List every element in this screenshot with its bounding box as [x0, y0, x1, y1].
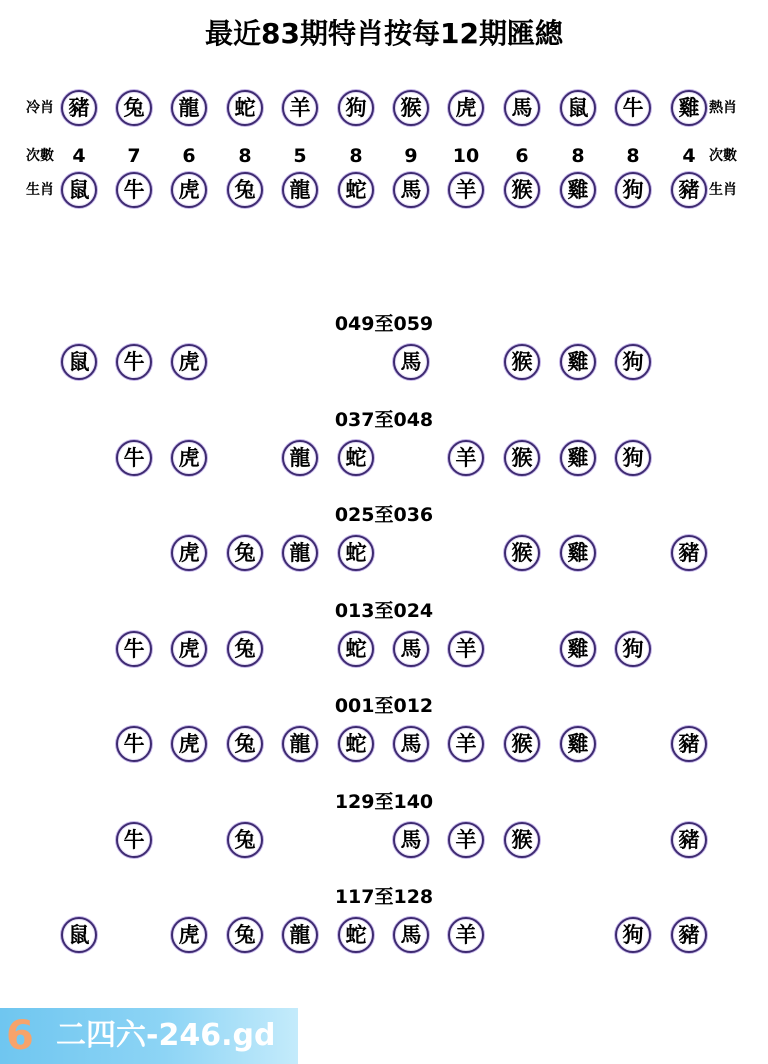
period-range-title: 117至128: [334, 886, 434, 908]
count-value: 6: [182, 145, 196, 167]
group-zodiac-cell: 蛇: [338, 440, 374, 476]
zodiac-order-cell: 雞: [560, 172, 596, 208]
group-zodiac-cell: 猴: [504, 344, 540, 380]
group-zodiac-cell: 鼠: [61, 344, 97, 380]
count-value: 5: [293, 145, 307, 167]
group-zodiac-cell: 鼠: [61, 917, 97, 953]
zodiac-order-cell: 牛: [116, 172, 152, 208]
ranking-zodiac-cell: 雞: [671, 90, 707, 126]
period-range-title: 013至024: [334, 600, 434, 622]
zodiac-order-cell: 狗: [615, 172, 651, 208]
group-zodiac-cell: 雞: [560, 535, 596, 571]
group-zodiac-cell: 羊: [448, 917, 484, 953]
group-zodiac-cell: 虎: [171, 440, 207, 476]
ranking-zodiac-cell: 猴: [393, 90, 429, 126]
period-group: [0, 790, 768, 870]
site-logo: [0, 1008, 298, 1064]
period-group: [0, 885, 768, 965]
group-zodiac-cell: 狗: [615, 440, 651, 476]
period-group: [0, 694, 768, 774]
period-range-title: 001至012: [334, 695, 434, 717]
group-zodiac-cell: 兔: [227, 917, 263, 953]
cold-label: 冷肖: [26, 100, 54, 116]
ranking-zodiac-cell: 牛: [615, 90, 651, 126]
zodiac-order-cell: 虎: [171, 172, 207, 208]
count-value: 7: [127, 145, 141, 167]
group-zodiac-cell: 豬: [671, 726, 707, 762]
group-zodiac-cell: 馬: [393, 726, 429, 762]
ranking-zodiac-cell: 豬: [61, 90, 97, 126]
zodiac-order-cell: 兔: [227, 172, 263, 208]
group-zodiac-cell: 猴: [504, 822, 540, 858]
group-zodiac-cell: 蛇: [338, 631, 374, 667]
group-zodiac-cell: 虎: [171, 726, 207, 762]
count-label-right: 次數: [709, 148, 737, 164]
count-value: 8: [571, 145, 585, 167]
zodiac-order-cell: 豬: [671, 172, 707, 208]
group-zodiac-cell: 蛇: [338, 726, 374, 762]
group-zodiac-cell: 猴: [504, 440, 540, 476]
group-zodiac-cell: 虎: [171, 917, 207, 953]
group-zodiac-cell: 龍: [282, 726, 318, 762]
group-zodiac-cell: 龍: [282, 535, 318, 571]
group-zodiac-cell: 豬: [671, 535, 707, 571]
period-group: [0, 503, 768, 583]
group-zodiac-cell: 羊: [448, 726, 484, 762]
period-group: [0, 312, 768, 392]
group-zodiac-cell: 兔: [227, 726, 263, 762]
group-zodiac-cell: 兔: [227, 822, 263, 858]
period-group: [0, 599, 768, 679]
group-zodiac-cell: 猴: [504, 535, 540, 571]
group-zodiac-cell: 龍: [282, 917, 318, 953]
group-zodiac-cell: 狗: [615, 917, 651, 953]
period-range-title: 049至059: [334, 313, 434, 335]
group-zodiac-cell: 兔: [227, 631, 263, 667]
group-zodiac-cell: 雞: [560, 726, 596, 762]
count-value: 4: [682, 145, 696, 167]
group-zodiac-cell: 虎: [171, 344, 207, 380]
group-zodiac-cell: 雞: [560, 344, 596, 380]
count-value: 8: [349, 145, 363, 167]
group-zodiac-cell: 狗: [615, 344, 651, 380]
count-value: 8: [626, 145, 640, 167]
count-value: 4: [72, 145, 86, 167]
group-zodiac-cell: 蛇: [338, 917, 374, 953]
zodiac-order-cell: 龍: [282, 172, 318, 208]
group-zodiac-cell: 兔: [227, 535, 263, 571]
zodiac-label-left: 生肖: [26, 182, 54, 198]
ranking-zodiac-cell: 龍: [171, 90, 207, 126]
period-range-title: 025至036: [334, 504, 434, 526]
group-zodiac-cell: 羊: [448, 822, 484, 858]
period-range-title: 037至048: [334, 409, 434, 431]
group-zodiac-cell: 馬: [393, 822, 429, 858]
zodiac-order-cell: 蛇: [338, 172, 374, 208]
group-zodiac-cell: 牛: [116, 344, 152, 380]
hot-label: 熱肖: [709, 100, 737, 116]
group-zodiac-cell: 牛: [116, 822, 152, 858]
group-zodiac-cell: 雞: [560, 440, 596, 476]
count-value: 9: [404, 145, 418, 167]
group-zodiac-cell: 豬: [671, 917, 707, 953]
group-zodiac-cell: 虎: [171, 631, 207, 667]
zodiac-label-right: 生肖: [709, 182, 737, 198]
zodiac-order-cell: 猴: [504, 172, 540, 208]
ranking-zodiac-cell: 鼠: [560, 90, 596, 126]
group-zodiac-cell: 牛: [116, 726, 152, 762]
count-value: 10: [452, 145, 480, 167]
group-zodiac-cell: 猴: [504, 726, 540, 762]
period-group: [0, 408, 768, 488]
group-zodiac-cell: 馬: [393, 917, 429, 953]
count-value: 8: [238, 145, 252, 167]
ranking-zodiac-cell: 羊: [282, 90, 318, 126]
group-zodiac-cell: 馬: [393, 631, 429, 667]
group-zodiac-cell: 羊: [448, 440, 484, 476]
group-zodiac-cell: 蛇: [338, 535, 374, 571]
ranking-zodiac-cell: 蛇: [227, 90, 263, 126]
group-zodiac-cell: 雞: [560, 631, 596, 667]
group-zodiac-cell: 豬: [671, 822, 707, 858]
zodiac-order-cell: 羊: [448, 172, 484, 208]
ranking-zodiac-cell: 狗: [338, 90, 374, 126]
group-zodiac-cell: 牛: [116, 631, 152, 667]
ranking-zodiac-cell: 兔: [116, 90, 152, 126]
group-zodiac-cell: 牛: [116, 440, 152, 476]
ranking-zodiac-cell: 馬: [504, 90, 540, 126]
count-label-left: 次數: [26, 148, 54, 164]
group-zodiac-cell: 狗: [615, 631, 651, 667]
zodiac-order-cell: 鼠: [61, 172, 97, 208]
zodiac-order-cell: 馬: [393, 172, 429, 208]
group-zodiac-cell: 羊: [448, 631, 484, 667]
logo-text: 二四六-246.gd: [56, 1018, 276, 1053]
group-zodiac-cell: 虎: [171, 535, 207, 571]
page-title: 最近83期特肖按每12期匯總: [205, 17, 563, 50]
logo-mark-icon: 6: [6, 1013, 34, 1059]
group-zodiac-cell: 馬: [393, 344, 429, 380]
period-range-title: 129至140: [334, 791, 434, 813]
group-zodiac-cell: 龍: [282, 440, 318, 476]
ranking-zodiac-cell: 虎: [448, 90, 484, 126]
count-value: 6: [515, 145, 529, 167]
